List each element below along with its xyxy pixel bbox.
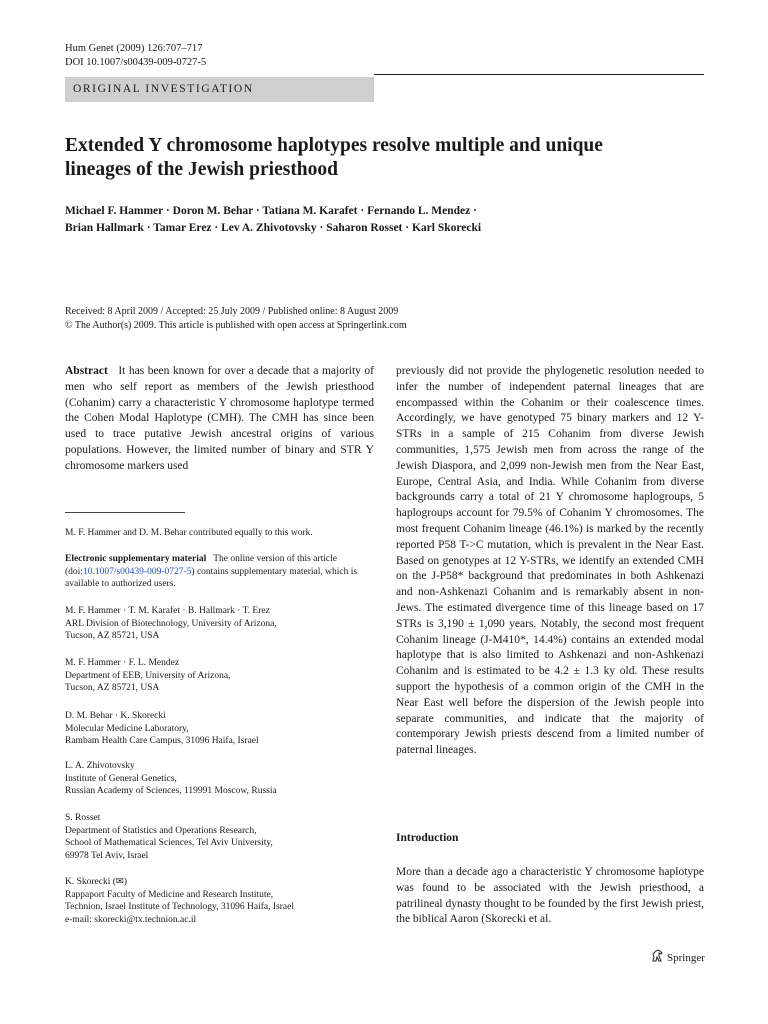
affiliation-2: M. F. Hammer · F. L. Mendez Department of EEB, University of Arizona, Tucson, AZ 85721, USA (65, 658, 231, 694)
corresponding-email[interactable]: e-mail: skorecki@tx.technion.ac.il (65, 914, 197, 925)
introduction-text: More than a decade ago a characteristic Y chromosome haplotype was found to be associated with the Jewish priesthood, a patrilineal dynasty thought to be founded by the first Jewish priest, the biblical Aaron (Skorecki et al. (396, 866, 704, 926)
affiliation-4: L. A. Zhivotovsky Institute of General Genetics, Russian Academy of Sciences, 119991 Moscow, Russia (65, 761, 277, 797)
affiliation-6: K. Skorecki (✉) Rappaport Faculty of Medicine and Research Institute, Technion, Israel Institute of Technology, 31096 Haifa, Israel e-mail: skorecki@tx.technion.ac.il (65, 876, 374, 926)
abstract-right: previously did not provide the phylogenetic resolution needed to infer the number of independent paternal lineages that are encompassed within the Cohanim or their coalescence times. Accordingly, we have genotyped 75 binary markers and 12 Y-STRs in a sample of 215 Cohanim from diverse Jewish communities, 1,575 Jewish men from across the range of the Jewish Diaspora, and 2,099 non-Jewish men from the Near East, Europe, Central Asia, and India. While Cohanim from diverse backgrounds carry a total of 21 Y chromosome haplogroups, 5 haplogroups account for 79.5% of Cohanim Y chromosomes. The most frequent Cohanim lineage (46.1%) is marked by the recently reported P58 T->C mutation, which is prevalent in the Near East. Based on genotypes at 12 Y-STRs, we identify an extended CMH on the J-P58* background that predominates in both Ashkenazi and non-Ashkenazi Cohanim and is remarkably absent in non-Jews. The estimated divergence time of this lineage based on 17 STRs is 3,190 ± 1,090 years. Notably, the second most frequent Cohanim lineage (J-M410*, 14.4%) contains an extended modal haplotype that is also limited to Ashkenazi and non-Ashkenazi Cohanim and is estimated to be 4.2 ± 1.3 ky old. These results support the hypothesis of a common origin of the CMH in the Near East well before the dispersion of the Jewish people into separate communities, and indicate that the majority of contemporary Jewish priests descend from a limited number of paternal lineages. (396, 365, 704, 757)
publisher-footer (650, 949, 705, 966)
equal-contribution-note: M. F. Hammer and D. M. Behar contributed equally to this work. (65, 528, 313, 538)
section-tag: ORIGINAL INVESTIGATION (65, 77, 374, 102)
publisher-name: Springer (667, 951, 705, 964)
abstract-label: Abstract (65, 365, 108, 377)
abstract-left: Abstract It has been known for over a decade that a majority of men who self report as members of the Jewish priesthood (Cohanim) carry a characteristic Y chromosome haplotype termed the Cohen Modal Haplotype (CMH). The CMH has since been used to trace putative Jewish ancestral origins of various populations. However, the limited number of binary and STR Y chromosome markers used (65, 365, 375, 472)
esm-doi-link[interactable]: 10.1007/s00439-009-0727-5 (82, 566, 192, 577)
esm-note: Electronic supplementary material The online version of this article (doi:10.1007/s00439-009-0727-5) contains supplementary material, which is available to authorized users. (65, 554, 358, 590)
author-list: Michael F. Hammer · Doron M. Behar · Tatiana M. Karafet · Fernando L. Mendez · Brian Hallmark · Tamar Erez · Lev A. Zhivotovsky · Saharon Rosset · Karl Skorecki (65, 205, 482, 234)
journal-citation: Hum Genet (2009) 126:707–717 (65, 43, 203, 54)
article-title: Extended Y chromosome haplotypes resolve multiple and unique lineages of the Jewish priesthood (65, 135, 603, 180)
affiliation-3: D. M. Behar · K. Skorecki Molecular Medicine Laboratory, Rambam Health Care Campus, 31096 Haifa, Israel (65, 711, 259, 747)
introduction-heading: Introduction (396, 832, 459, 844)
publication-dates: Received: 8 April 2009 / Accepted: 25 July 2009 / Published online: 8 August 2009 © The Author(s) 2009. This article is published with open access at Springerlink.com (65, 306, 407, 331)
header-rule (374, 74, 704, 75)
springer-horse-icon (650, 949, 664, 966)
affiliation-1: M. F. Hammer · T. M. Karafet · B. Hallmark · T. Erez ARL Division of Biotechnology, University of Arizona, Tucson, AZ 85721, USA (65, 606, 277, 642)
affiliation-5: S. Rosset Department of Statistics and Operations Research, School of Mathematical Sciences, Tel Aviv University, 69978 Tel Aviv, Israel (65, 813, 273, 861)
footnote-separator (65, 512, 185, 513)
doi-line: DOI 10.1007/s00439-009-0727-5 (65, 57, 207, 68)
